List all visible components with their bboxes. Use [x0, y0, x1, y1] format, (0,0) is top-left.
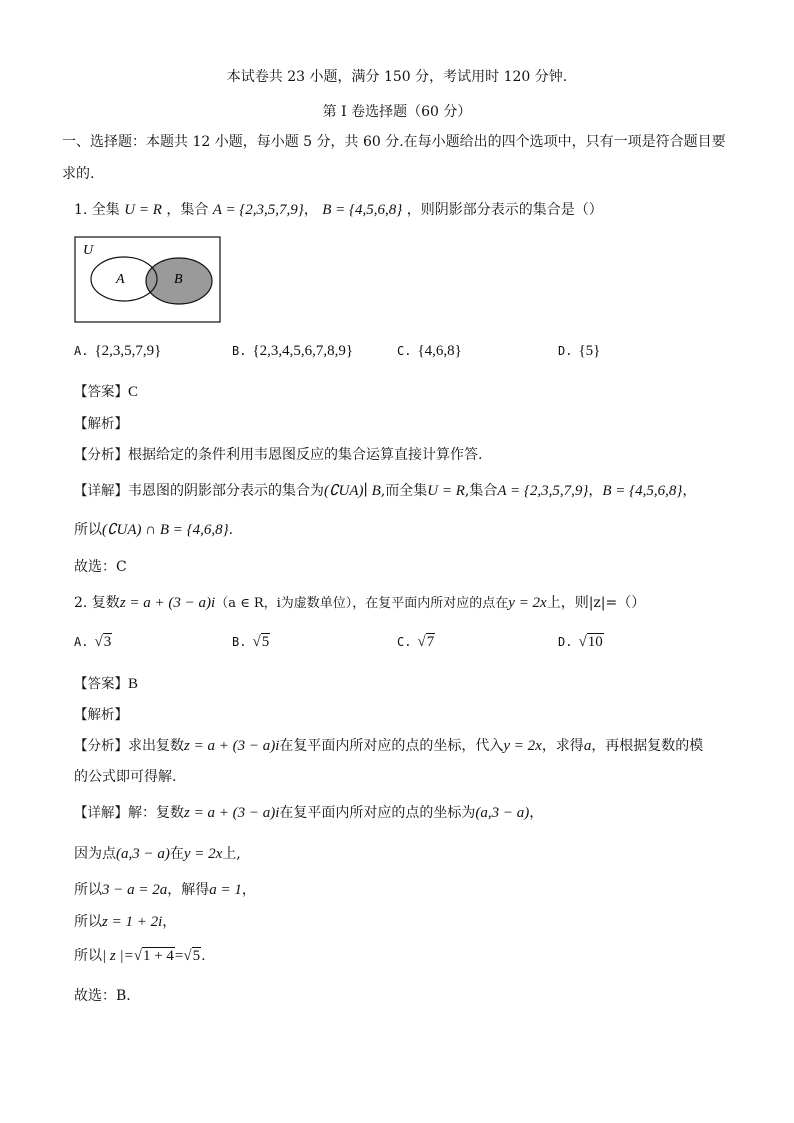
step-text: 所以 — [74, 914, 102, 930]
q1-answer — [74, 380, 138, 401]
q1-set-a: A = {2,3,5,7,9} — [212, 202, 304, 218]
option-text: {5} — [578, 343, 601, 359]
xiangjie-tag: 【详解】 — [74, 805, 128, 821]
section-title: 第 I 卷选择题（60 分） — [322, 104, 472, 120]
xiangjie-text: 韦恩图的阴影部分表示的集合为 — [128, 483, 324, 499]
q1-number: 1. 全集 — [74, 202, 120, 218]
q2-option-d: D. √10 — [558, 634, 603, 650]
q2-step3: 所以z = 1 + 2i， — [74, 914, 177, 930]
xiangjie-text: 在复平面内所对应的点的坐标为 — [279, 805, 476, 821]
fenxi-text: ，再根据复数的模 — [591, 738, 704, 754]
option-label: D. — [558, 635, 573, 649]
exam-intro: 本试卷共 23 小题，满分 150 分，考试用时 120 分钟. — [226, 69, 568, 85]
option-label: A. — [74, 635, 89, 649]
option-text: 3 — [103, 634, 112, 650]
xiangjie-text: ,而全集 — [380, 483, 428, 499]
answer-tag: 【答案】 — [74, 676, 128, 692]
step-text: 上, — [222, 846, 241, 862]
q2-option-c: C. √7 — [397, 634, 435, 650]
option-text: 5 — [261, 634, 270, 650]
step2-equation: 3 − a = 2a — [102, 882, 168, 898]
step-text: 所以 — [74, 948, 102, 964]
fenxi-line: y = 2x — [503, 738, 542, 754]
q2-choice: 故选：B. — [74, 988, 131, 1004]
fenxi-a: a — [583, 738, 592, 754]
q2-fenxi — [74, 734, 703, 755]
q1-option-a — [74, 343, 161, 360]
q2-option-a: A. √3 — [74, 634, 112, 650]
step4-radicand: 1 + 4 — [142, 948, 174, 964]
q1-universal-set: U = R — [124, 202, 162, 218]
fenxi-text: 根据给定的条件利用韦恩图反应的集合运算直接计算作答. — [128, 447, 483, 463]
q2-step4: 所以| z |=√1 + 4=√5. — [74, 948, 206, 964]
set-a-expr: A = {2,3,5,7,9} — [497, 483, 589, 499]
xiangjie-text: ,集合 — [464, 483, 498, 499]
step-text: 在 — [169, 846, 184, 862]
analysis-tag: 【解析】 — [74, 416, 128, 432]
option-label: B. — [232, 635, 247, 649]
option-label: B. — [232, 344, 247, 358]
fenxi-tag: 【分析】 — [74, 447, 128, 463]
answer-tag: 【答案】 — [74, 384, 128, 400]
q2-option-b: B. √5 — [232, 634, 270, 650]
q1-stem-mid: ，集合 — [166, 202, 209, 218]
intersection-expr: (∁UA) ∩ B = {4,6,8} — [102, 522, 229, 538]
q2-line: y = 2x — [508, 595, 547, 611]
q1-stem: 1. 全集 U = R ，集合 A = {2,3,5,7,9}， B = {4,5,6,8} ，则阴影部分表示的集合是（） — [74, 202, 603, 218]
venn-label-u: U — [83, 243, 94, 258]
step-text: 因为点 — [74, 846, 116, 862]
xiangjie-tag: 【详解】 — [74, 483, 128, 499]
q2-stem-end: 上，则|z|=（） — [546, 595, 646, 611]
q2-fenxi-line2: 的公式即可得解. — [74, 769, 177, 785]
step4-equals: = — [174, 948, 184, 964]
q2-step2: 所以3 − a = 2a，解得a = 1， — [74, 882, 256, 898]
xiangjie-z: z = a + (3 − a)i — [184, 805, 280, 821]
q1-choice: 故选：C — [74, 559, 127, 575]
step1-line: y = 2x — [183, 846, 223, 862]
analysis-tag: 【解析】 — [74, 707, 128, 723]
q1-option-c — [397, 343, 462, 360]
part-heading-line2: 求的. — [62, 166, 95, 182]
q2-number: 2. 复数 — [74, 595, 120, 611]
step2-solution: a = 1 — [209, 882, 242, 898]
complement-expr: (∁UA)∣ B — [324, 483, 381, 499]
answer-value: B — [128, 676, 139, 692]
q2-xiangjie: 【详解】解：复数z = a + (3 − a)i在复平面内所对应的点的坐标为(a,3 − a)， — [74, 805, 544, 821]
q1-fenxi — [74, 443, 482, 464]
option-text: {2,3,5,7,9} — [94, 343, 162, 359]
q2-complex-z: z = a + (3 − a)i — [119, 595, 216, 611]
option-text: {2,3,4,5,6,7,8,9} — [252, 343, 354, 359]
step-text: 所以 — [74, 882, 102, 898]
option-text: 7 — [426, 634, 435, 650]
q1-option-d — [558, 343, 600, 360]
q2-answer — [74, 672, 138, 693]
venn-diagram — [74, 236, 222, 324]
q2-stem-paren: （a ∈ R，i为虚数单位），在复平面内所对应的点在 — [215, 596, 509, 611]
q1-option-b — [232, 343, 353, 360]
option-label: C. — [397, 344, 412, 358]
venn-label-b: B — [174, 272, 183, 287]
answer-value: C — [128, 384, 139, 400]
fenxi-text: ，求得 — [541, 738, 584, 754]
step1-point: (a,3 − a) — [116, 846, 170, 862]
fenxi-text: 在复平面内所对应的点的坐标，代入 — [279, 738, 504, 754]
option-label: C. — [397, 635, 412, 649]
option-label: D. — [558, 344, 573, 358]
q1-analysis-tag — [74, 412, 128, 432]
xiangjie-text: 解：复数 — [128, 805, 184, 821]
step-text: ，解得 — [167, 882, 210, 898]
q1-so: 所以(∁UA) ∩ B = {4,6,8}. — [74, 522, 234, 538]
venn-label-a: A — [116, 272, 125, 287]
step4-result: 5 — [192, 948, 201, 964]
option-text: 10 — [587, 634, 603, 650]
so-prefix: 所以 — [74, 522, 102, 538]
step4-modulus: | z |= — [102, 948, 134, 964]
q1-stem-end: ，则阴影部分表示的集合是（） — [406, 202, 603, 218]
step3-equation: z = 1 + 2i — [102, 914, 163, 930]
fenxi-z: z = a + (3 − a)i — [184, 738, 280, 754]
part-heading-line1: 一、选择题：本题共 12 小题，每小题 5 分，共 60 分.在每小题给出的四个选项中，只有一项是符合题目要 — [62, 134, 726, 150]
set-b-expr: B = {4,5,6,8} — [602, 483, 683, 499]
q1-set-b: B = {4,5,6,8} — [322, 202, 403, 218]
option-text: {4,6,8} — [417, 343, 462, 359]
q2-stem — [74, 592, 645, 612]
q1-xiangjie: 【详解】韦恩图的阴影部分表示的集合为(∁UA)∣ B,而全集U = R,集合A = {2,3,5,7,9}，B = {4,5,6,8}， — [74, 483, 697, 499]
xiangjie-point: (a,3 − a) — [475, 805, 530, 821]
q2-step1 — [74, 843, 241, 863]
fenxi-tag: 【分析】 — [74, 738, 128, 754]
fenxi-text: 求出复数 — [128, 738, 184, 754]
option-label: A. — [74, 344, 89, 358]
universal-set-expr: U = R — [427, 483, 465, 499]
q2-analysis-tag — [74, 703, 128, 723]
